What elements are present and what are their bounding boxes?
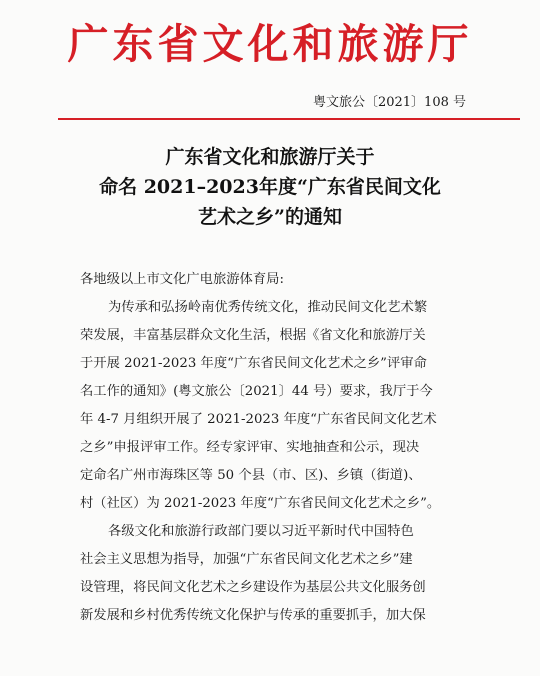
body-line: 各级文化和旅游行政部门要以习近平新时代中国特色 <box>108 524 414 539</box>
body-line: 荣发展，丰富基层群众文化生活，根据《省文化和旅游厅关 <box>80 328 426 343</box>
body-line: 定命名广州市海珠区等 50 个县（市、区)、乡镇（街道)、 <box>80 468 422 483</box>
body-line: 之乡”申报评审工作。经专家评审、实地抽查和公示，现决 <box>80 440 420 455</box>
body-line: 年 4-7 月组织开展了 2021-2023 年度“广东省民间文化艺术 <box>80 412 437 427</box>
document-number: 粤文旅公〔2021〕108 号 <box>312 95 466 110</box>
notice-title <box>0 142 540 232</box>
body-line: 名工作的通知》(粤文旅公〔2021〕44 号）要求，我厅于今 <box>80 384 433 399</box>
notice-title-line: 广东省文化和旅游厅关于 <box>165 146 375 168</box>
body-line: 为传承和弘扬岭南优秀传统文化，推动民间文化艺术繁 <box>108 300 428 315</box>
notice-title-line: 艺术之乡”的通知 <box>198 206 342 228</box>
masthead-title: 广东省文化和旅游厅 <box>67 20 473 68</box>
red-separator-line <box>58 118 520 120</box>
body-line: 于开展 2021-2023 年度“广东省民间文化艺术之乡”评审命 <box>80 356 427 371</box>
notice-body <box>80 266 480 630</box>
body-line: 新发展和乡村优秀传统文化保护与传承的重要抓手，加大保 <box>80 608 426 623</box>
body-line: 村（社区）为 2021-2023 年度“广东省民间文化艺术之乡”。 <box>80 496 441 511</box>
notice-title-line: 命名 2021–2023年度“广东省民间文化 <box>99 176 441 198</box>
body-line: 社会主义思想为指导，加强“广东省民间文化艺术之乡”建 <box>80 552 413 567</box>
body-line: 设管理，将民间文化艺术之乡建设作为基层公共文化服务创 <box>80 580 426 595</box>
salutation: 各地级以上市文化广电旅游体育局: <box>80 272 284 287</box>
